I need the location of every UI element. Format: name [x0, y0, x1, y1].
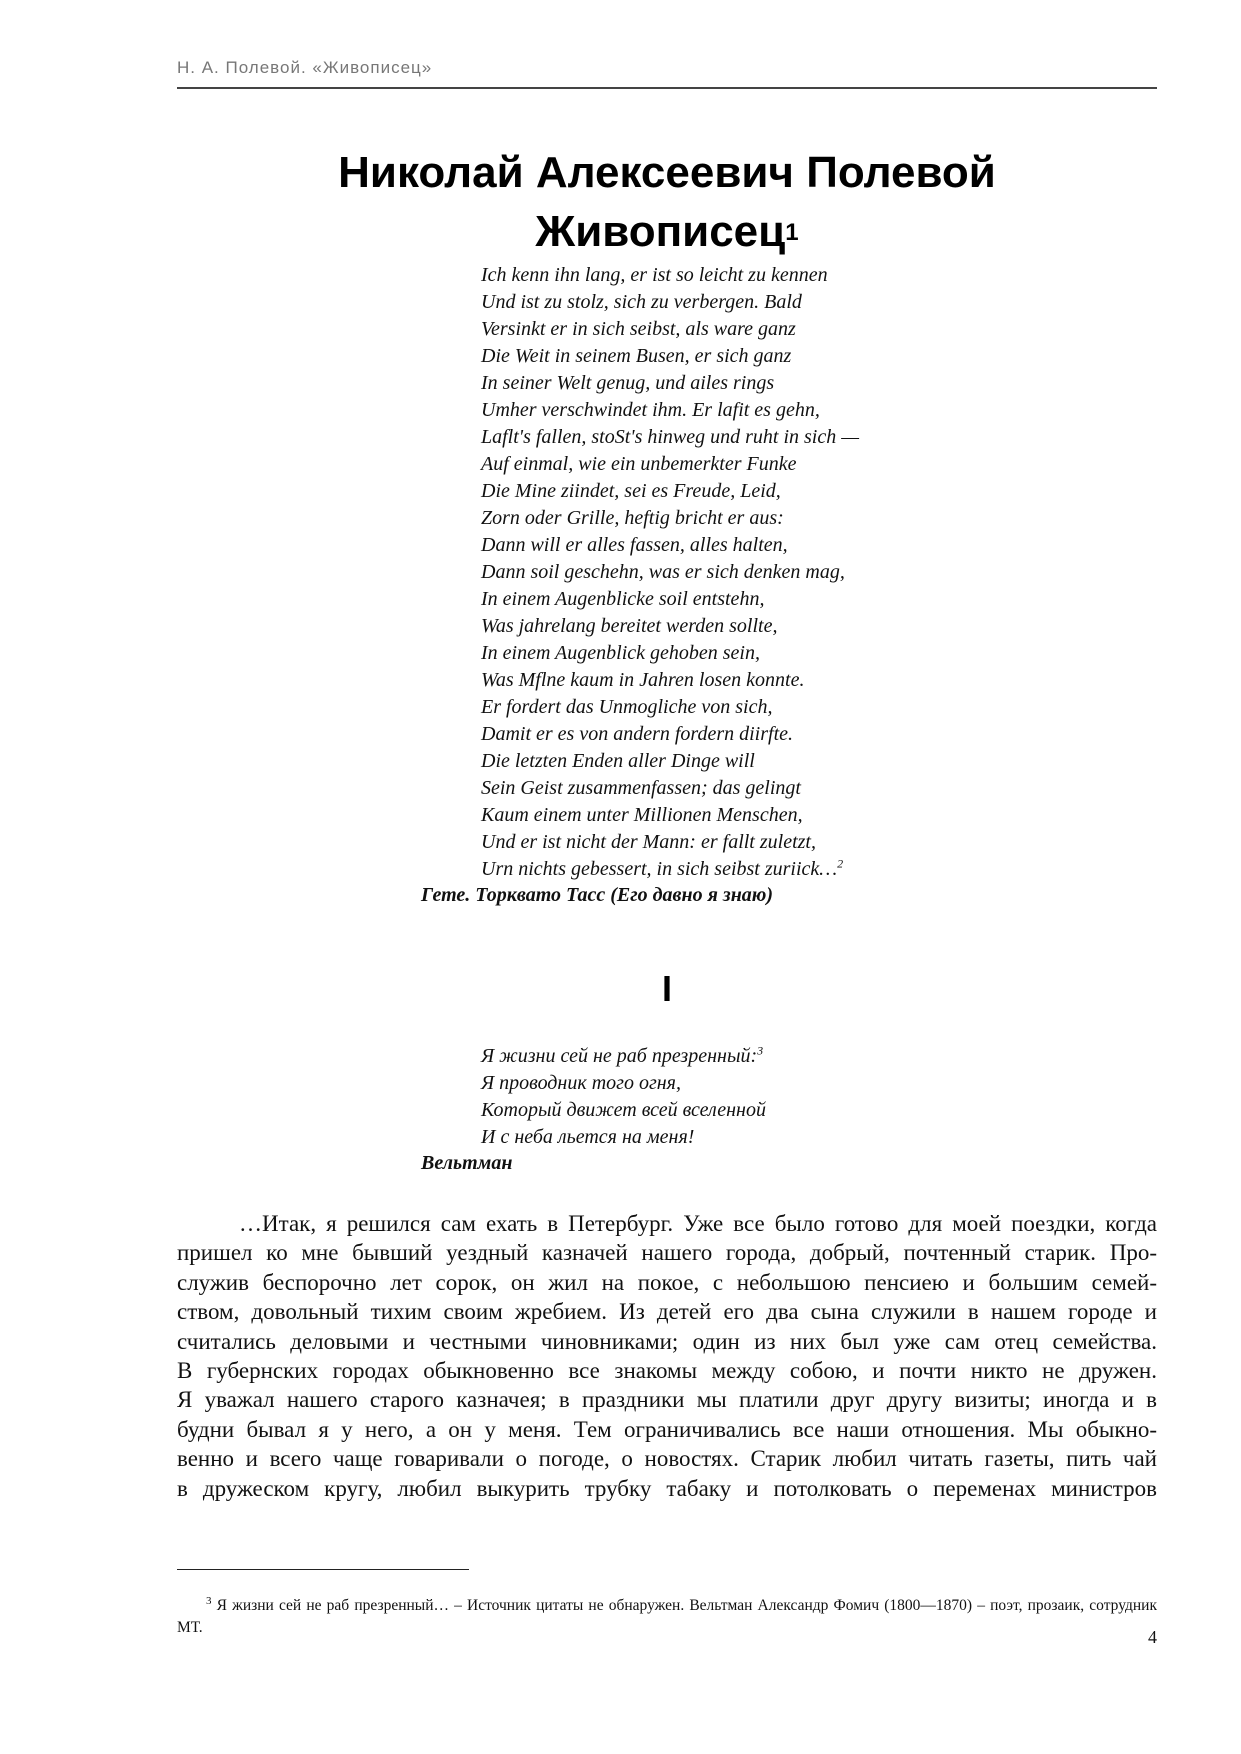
epigraph-goethe-line-text: In seiner Welt genug, und ailes rings [481, 372, 775, 394]
epigraph-goethe-line [481, 775, 859, 802]
work-title-text: Живописец [535, 207, 786, 256]
epigraph-goethe-line [481, 451, 859, 478]
header-rule [177, 87, 1157, 89]
epigraph-goethe-line [481, 316, 859, 343]
footnote-mark-1: 1 [785, 219, 799, 246]
epigraph-goethe-line-text: Auf einmal, wie ein unbemerkter Funke [481, 453, 797, 475]
epigraph-goethe-line-text: Urn nichts gebessert, in sich seibst zuriick… [481, 858, 838, 880]
epigraph-goethe-line-text: Ich kenn ihn lang, er ist so leicht zu kennen [481, 264, 828, 286]
epigraph-goethe-line-text: Dann soil geschehn, was er sich denken mag, [481, 561, 845, 583]
body-line: ством, довольный тихим своим жребием. Из детей его два сына служили в нашем городе и [177, 1299, 1157, 1325]
epigraph-goethe-line-text: Sein Geist zusammenfassen; das gelingt [481, 777, 801, 799]
epigraph-goethe [481, 262, 859, 883]
epigraph-goethe-line [481, 802, 859, 829]
chapter-number: I [661, 968, 672, 1009]
epigraph-goethe-line-text: Damit er es von andern fordern diirfte. [481, 723, 794, 745]
epigraph-goethe-line [481, 262, 859, 289]
epigraph-goethe-line-text: Und er ist nicht der Mann: er fallt zuletzt, [481, 831, 816, 853]
author-name: Николай Алексеевич Полевой [338, 148, 996, 197]
body-line: В губернских городах обыкновенно все знакомы между собою, и почти никто не дружен. [177, 1358, 1157, 1384]
epigraph-veltman-line-text: И с неба льется на меня! [481, 1126, 695, 1148]
epigraph-goethe-line [481, 343, 859, 370]
body-line: …Итак, я решился сам ехать в Петербург. Уже все было готово для моей поездки, когда [239, 1211, 1157, 1236]
epigraph-veltman-line [481, 1097, 766, 1124]
body-line: будни бывал я у него, а он у меня. Тем ограничивались все наши отношения. Мы обыкно- [177, 1416, 1157, 1442]
epigraph-goethe-line [481, 829, 859, 856]
epigraph-goethe-line-text: Was jahrelang bereitet werden sollte, [481, 615, 778, 637]
epigraph-goethe-line-text: Die Weit in seinem Busen, er sich ganz [481, 345, 792, 367]
epigraph-veltman-line-text: Я проводник того огня, [481, 1072, 681, 1094]
epigraph-goethe-line-text: Die Mine ziindet, sei es Freude, Leid, [481, 480, 781, 502]
epigraph-goethe-line [481, 721, 859, 748]
epigraph-goethe-line [481, 532, 859, 559]
body-line: венно и всего чаще говаривали о погоде, о новостях. Старик любил читать газеты, пить чай [177, 1446, 1157, 1472]
epigraph-goethe-line [481, 748, 859, 775]
epigraph-veltman-line-text: Который движет всей вселенной [481, 1099, 766, 1121]
body-line: Я уважал нашего старого казначея; в праздники мы платили друг другу визиты; иногда и в [177, 1387, 1157, 1413]
epigraph-goethe-line-text: In einem Augenblicke soil entstehn, [481, 588, 765, 610]
epigraph-goethe-line-text: Versinkt er in sich seibst, als ware ganz [481, 318, 796, 340]
body-line: служив беспорочно лет сорок, он жил на покое, с небольшою пенсиею и большим семей- [177, 1269, 1157, 1295]
footnote-mark: 3 [206, 1594, 212, 1607]
epigraph-goethe-line-text: In einem Augenblick gehoben sein, [481, 642, 760, 664]
epigraph-veltman-attribution: Вельтман [421, 1152, 513, 1174]
epigraph-goethe-line [481, 613, 859, 640]
epigraph-goethe-line [481, 640, 859, 667]
epigraph-goethe-line-text: Die letzten Enden aller Dinge will [481, 750, 755, 772]
running-head: Н. А. Полевой. «Живописец» [177, 58, 433, 77]
footnote-mark-2: 2 [837, 856, 844, 871]
body-line: считались деловыми и честными чиновниками; один из них был уже сам отец семейства. [177, 1328, 1157, 1354]
epigraph-goethe-line-text: Zorn oder Grille, heftig bricht er aus: [481, 507, 784, 529]
epigraph-goethe-line [481, 370, 859, 397]
epigraph-goethe-line [481, 424, 859, 451]
epigraph-goethe-attribution: Гете. Торквато Тасс (Его давно я знаю) [421, 884, 774, 906]
body-line: в дружеском кругу, любил выкурить трубку табаку и потолковать о переменах министров [177, 1475, 1157, 1501]
page-number: 4 [1148, 1627, 1157, 1647]
epigraph-goethe-line [481, 478, 859, 505]
epigraph-veltman-line [481, 1070, 766, 1097]
epigraph-goethe-line-text: Umher verschwindet ihm. Er lafit es gehn, [481, 399, 820, 421]
footnote-text: Я жизни сей не раб презренный… – Источник цитаты не обнаружен. Вельтман Александр Фомич (1800—1870) – поэт, прозаик, сотрудник МТ. [177, 1597, 1157, 1636]
epigraph-goethe-line [481, 856, 859, 883]
epigraph-goethe-line-text: Kaum einem unter Millionen Menschen, [481, 804, 803, 826]
work-title [177, 207, 1157, 264]
epigraph-goethe-line [481, 667, 859, 694]
epigraph-goethe-line-text: Und ist zu stolz, sich zu verbergen. Bald [481, 291, 802, 313]
epigraph-veltman-line [481, 1124, 766, 1151]
body-line: пришел ко мне бывший уездный казначей нашего города, добрый, почтенный старик. Про- [177, 1240, 1157, 1266]
epigraph-goethe-line [481, 397, 859, 424]
epigraph-goethe-line-text: Was Mflne kaum in Jahren losen konnte. [481, 669, 805, 691]
epigraph-goethe-line [481, 505, 859, 532]
epigraph-veltman [481, 1043, 766, 1151]
footnote-rule [177, 1569, 469, 1570]
footnote [177, 1595, 1157, 1639]
epigraph-veltman-line-text: Я жизни сей не раб презренный: [481, 1045, 758, 1067]
epigraph-veltman-line [481, 1043, 766, 1070]
body-paragraph [177, 1209, 1157, 1503]
epigraph-goethe-line [481, 289, 859, 316]
epigraph-goethe-line [481, 559, 859, 586]
epigraph-goethe-line-text: Dann will er alles fassen, alles halten, [481, 534, 788, 556]
epigraph-goethe-line [481, 586, 859, 613]
epigraph-goethe-line-text: Laflt's fallen, stoSt's hinweg und ruht in sich — [481, 426, 860, 448]
epigraph-goethe-line-text: Er fordert das Unmogliche von sich, [481, 696, 773, 718]
epigraph-goethe-line [481, 694, 859, 721]
footnote-mark-3: 3 [757, 1043, 764, 1058]
